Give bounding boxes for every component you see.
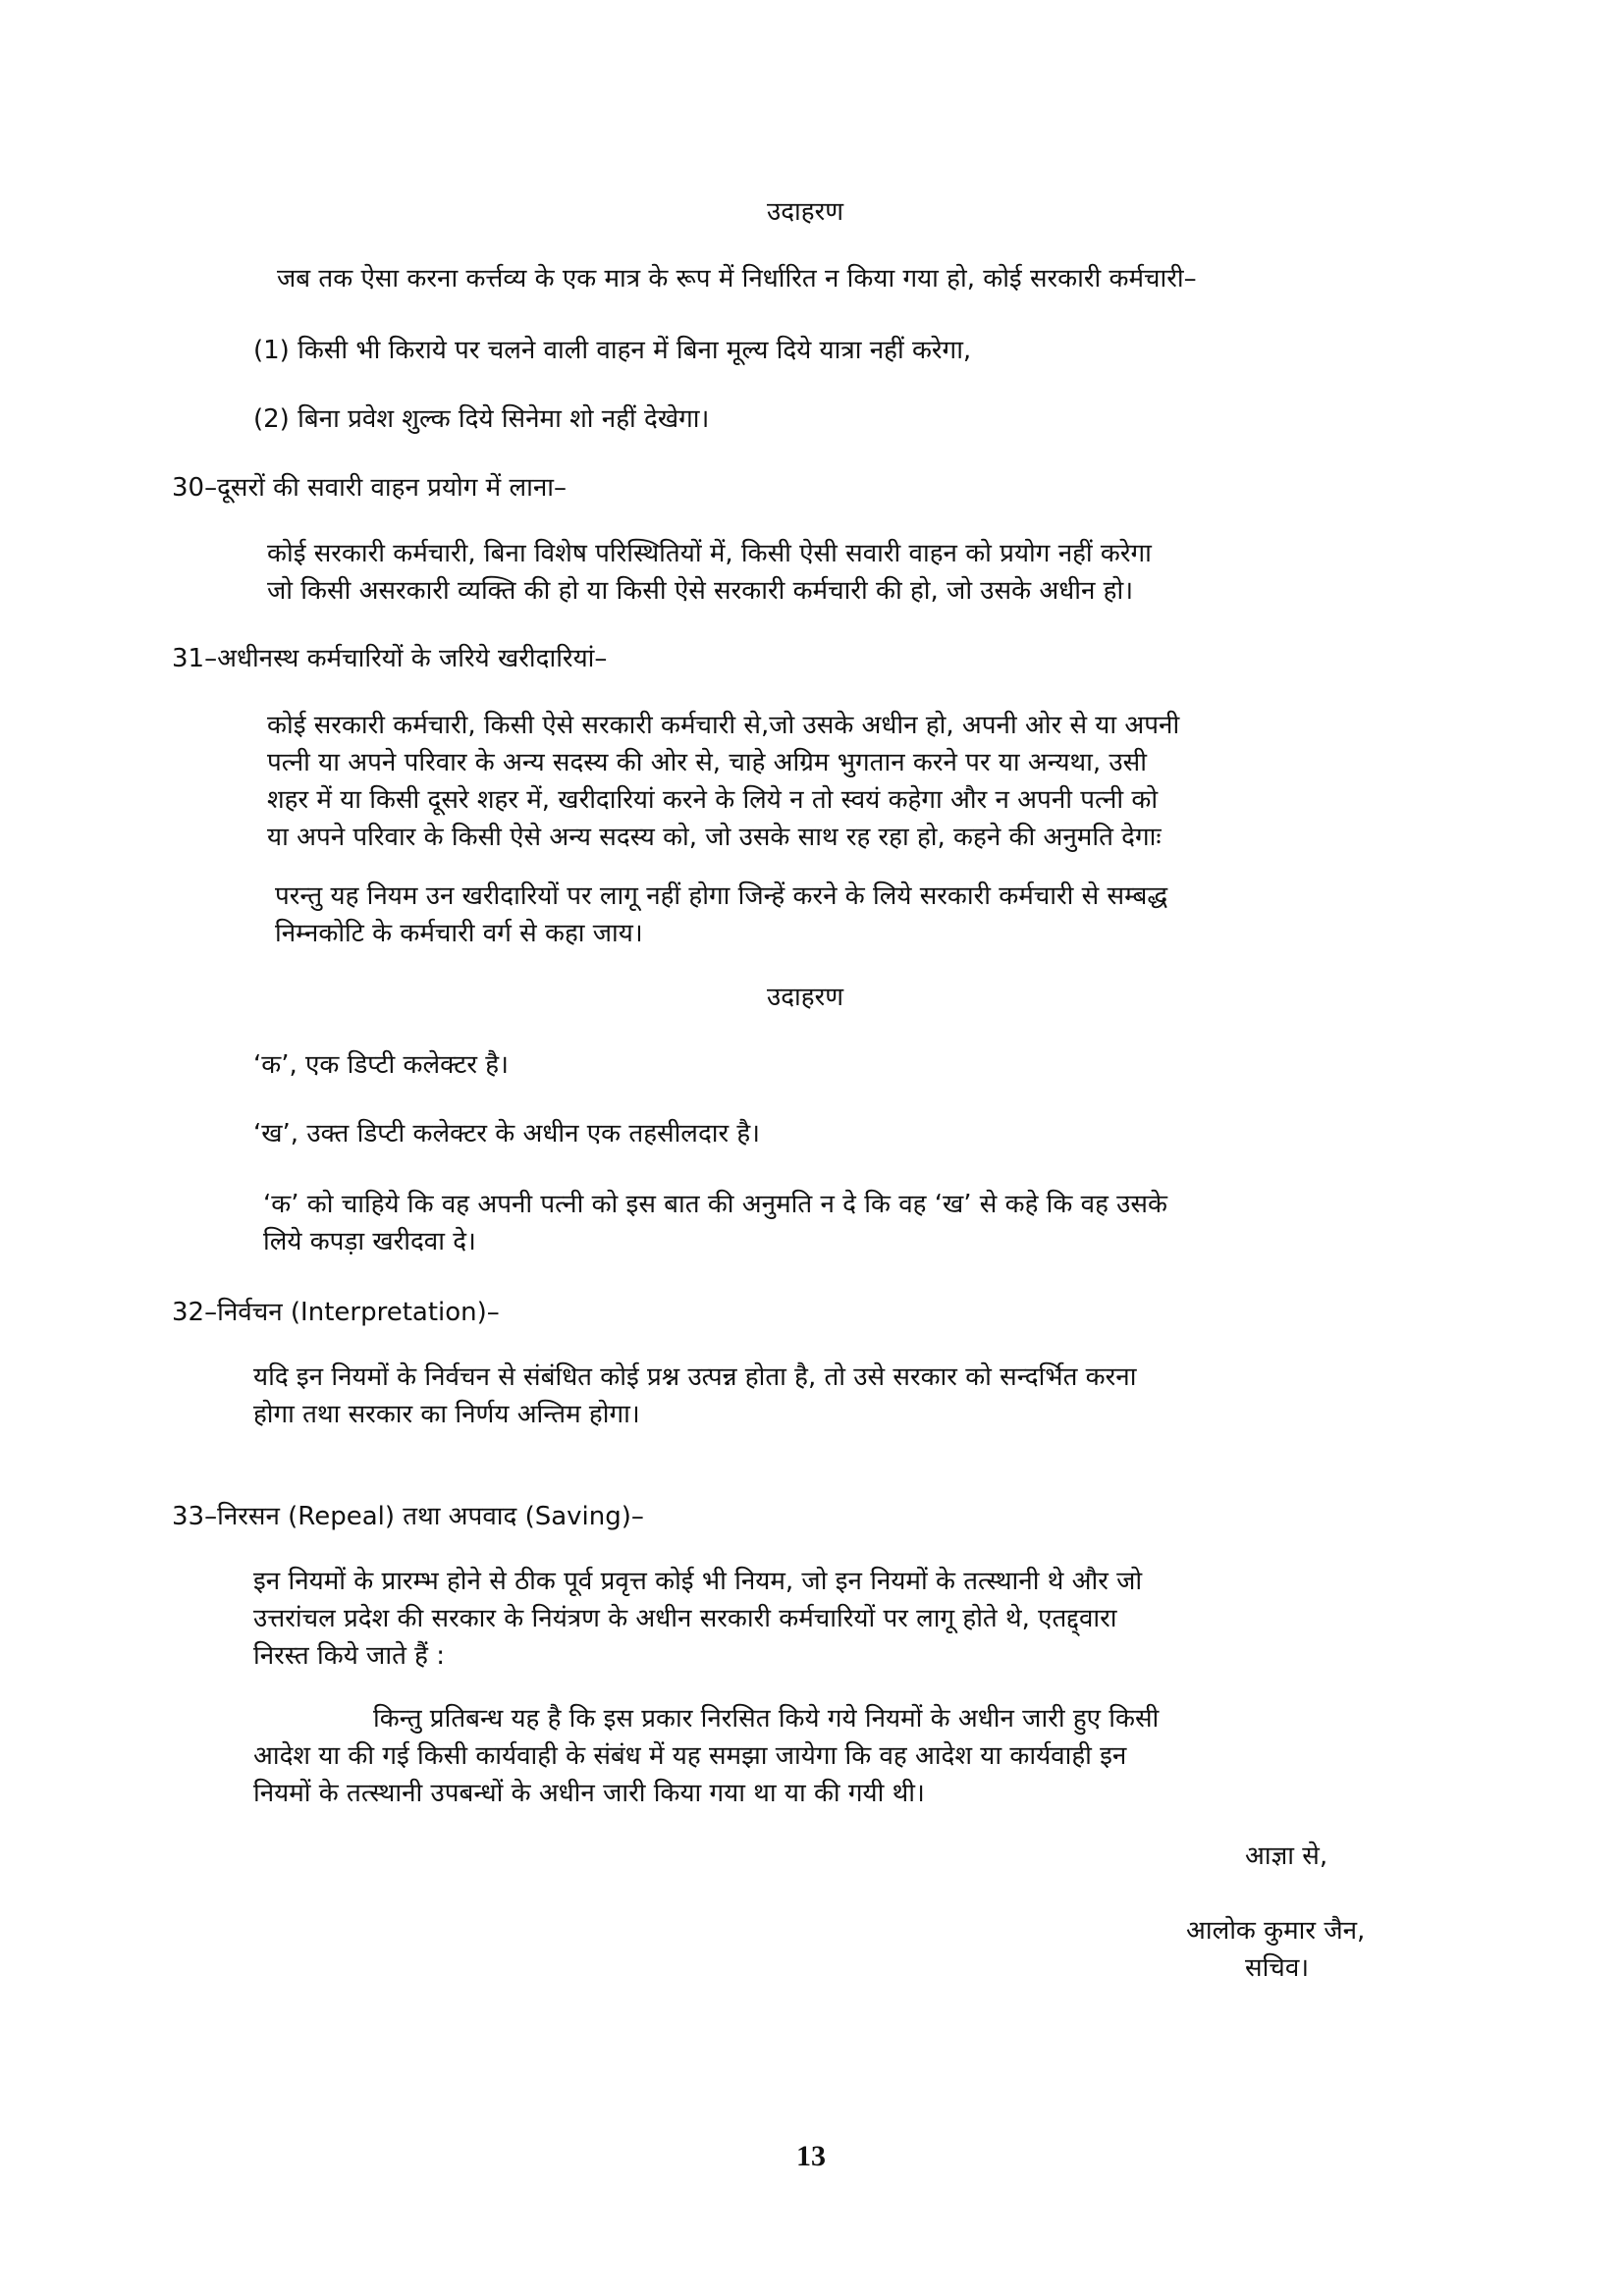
rule-30-line-1: कोई सरकारी कर्मचारी, बिना विशेष परिस्थितियों में, किसी ऐसी सवारी वाहन को प्रयोग नहीं करेगा — [267, 539, 1152, 568]
page-number: 13 — [796, 2140, 826, 2172]
rule-31-para-1 — [267, 707, 1455, 856]
example-item-1: (1) किसी भी किराये पर चलने वाली वाहन में बिना मूल्य दिये यात्रा नहीं करेगा, — [253, 336, 972, 365]
rule-33-heading: 33–निरसन (Repeal) तथा अपवाद (Saving)– — [172, 1502, 644, 1531]
rule-31-example-2: ‘ख’, उक्त डिप्टी कलेक्टर के अधीन एक तहसीलदार है। — [253, 1119, 761, 1148]
rule-33-para-1-line-3: निरस्त किये जाते हैं : — [253, 1641, 445, 1671]
rule-33-para-1 — [253, 1563, 1455, 1675]
rule-32-line-2: होगा तथा सरकार का निर्णय अन्तिम होगा। — [253, 1400, 640, 1429]
rule-32-heading: 32–निर्वचन (Interpretation)– — [172, 1298, 500, 1327]
rule-31-para-2-line-1: परन्तु यह नियम उन खरीदारियों पर लागू नहीं होगा जिन्हें करने के लिये सरकारी कर्मचारी से सम्बद्ध — [275, 881, 1168, 911]
rule-31-para-1-line-4: या अपने परिवार के किसी ऐसे अन्य सदस्य को, जो उसके साथ रह रहा हो, कहने की अनुमति देगाः — [267, 823, 1162, 852]
rule-32-line-1: यदि इन नियमों के निर्वचन से संबंधित कोई प्रश्न उत्पन्न होता है, तो उसे सरकार को सन्दर्भित करना — [253, 1362, 1137, 1392]
rule-33-para-1-line-1: इन नियमों के प्रारम्भ होने से ठीक पूर्व प्रवृत्त कोई भी नियम, जो इन नियमों के तत्स्थानी थे और जो — [253, 1567, 1143, 1596]
rule-31-example-3-line-1: ‘क’ को चाहिये कि वह अपनी पत्नी को इस बात की अनुमति न दे कि वह ‘ख’ से कहे कि वह उसके — [263, 1190, 1167, 1219]
rule-33-para-1-line-2: उत्तरांचल प्रदेश की सरकार के नियंत्रण के अधीन सरकारी कर्मचारियों पर लागू होते थे, एतद्द्वारा — [253, 1604, 1117, 1633]
signature-by-order: आज्ञा से, — [1245, 1842, 1328, 1871]
example-heading: उदाहरण — [766, 197, 844, 227]
rule-33-para-2-line-1: किन्तु प्रतिबन्ध यह है कि इस प्रकार निरसित किये गये नियमों के अधीन जारी हुए किसी — [373, 1704, 1160, 1734]
example-item-2: (2) बिना प्रवेश शुल्क दिये सिनेमा शो नहीं देखेगा। — [253, 404, 710, 434]
rule-33-para-2-line-3: नियमों के तत्स्थानी उपबन्धों के अधीन जारी किया गया था या की गयी थी। — [253, 1779, 925, 1808]
signature-name: आलोक कुमार जैन, — [1186, 1916, 1366, 1946]
signature-designation: सचिव। — [1245, 1953, 1310, 1983]
rule-31-para-2-line-2: निम्नकोटि के कर्मचारी वर्ग से कहा जाय। — [275, 919, 643, 948]
rule-30-body — [267, 535, 1455, 610]
rule-31-para-1-line-2: पत्नी या अपने परिवार के अन्य सदस्य की ओर से, चाहे अग्रिम भुगतान करने पर या अन्यथा, उसी — [267, 748, 1147, 777]
rule-33-para-2 — [253, 1700, 1455, 1812]
rule-30-heading: 30–दूसरों की सवारी वाहन प्रयोग में लाना– — [172, 473, 568, 503]
rule-31-heading: 31–अधीनस्थ कर्मचारियों के जरिये खरीदारियां– — [172, 644, 608, 673]
rule-31-para-2 — [275, 878, 1455, 952]
rule-33-para-2-line-2: आदेश या की गई किसी कार्यवाही के संबंध में यह समझा जायेगा कि वह आदेश या कार्यवाही इन — [253, 1741, 1127, 1771]
rule-31-example-1: ‘क’, एक डिप्टी कलेक्टर है। — [253, 1050, 509, 1080]
rule-30-line-2: जो किसी असरकारी व्यक्ति की हो या किसी ऐसे सरकारी कर्मचारी की हो, जो उसके अधीन हो। — [267, 576, 1134, 606]
rule-32-body — [253, 1359, 1455, 1433]
intro-line: जब तक ऐसा करना कर्त्तव्य के एक मात्र के रूप में निर्धारित न किया गया हो, कोई सरकारी कर्मचारी– — [277, 264, 1197, 294]
rule-31-para-1-line-1: कोई सरकारी कर्मचारी, किसी ऐसे सरकारी कर्मचारी से,जो उसके अधीन हो, अपनी ओर से या अपनी — [267, 711, 1180, 740]
rule-31-example-heading: उदाहरण — [766, 983, 844, 1012]
rule-31-example-3-line-2: लिये कपड़ा खरीदवा दे। — [263, 1227, 476, 1256]
rule-31-para-1-line-3: शहर में या किसी दूसरे शहर में, खरीदारियां करने के लिये न तो स्वयं कहेगा और न अपनी पत्नी को — [267, 785, 1159, 815]
rule-31-example-3 — [263, 1186, 1455, 1260]
